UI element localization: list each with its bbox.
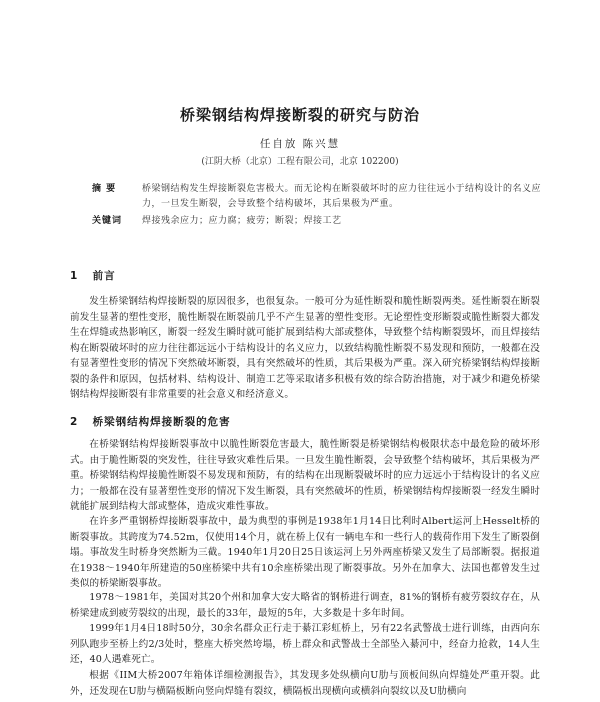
abstract-label: 摘 要	[92, 184, 117, 194]
paper-authors: 任自放 陈兴慧	[259, 138, 341, 150]
keywords-row	[92, 214, 548, 229]
section-1-number: 1	[70, 270, 79, 282]
abstract-block	[92, 182, 548, 229]
section-2-paragraph: 在桥梁钢结构焊接断裂事故中以脆性断裂危害最大，脆性断裂是桥梁钢结构极限状态中最危险的破坏形式。由于脆性断裂的突发性，往往导致灾难性后果。一旦发生脆性断裂，会导致整个结构破坏，其后果极为严重。桥梁钢结构焊接脆性断裂不易发现和预防，有的结构在出现断裂破坏时的应力远远小于结构设计的名义应力；一般都在没有显著塑性变形的情况下发生断裂，具有突然破坏的性质，桥梁钢结构焊接断裂一经发生瞬时就能扩展到结构大部或整体，造成灾难性事故。	[70, 439, 540, 512]
abstract-text: 桥梁钢结构发生焊接断裂危害极大。而无论构在断裂破坏时的应力往往远小于结构设计的名义应力，一旦发生断裂，会导致整个结构破坏，其后果极为严重。	[142, 184, 542, 209]
paper-title: 桥梁钢结构焊接断裂的研究与防治	[179, 106, 420, 124]
abstract-row	[92, 182, 548, 212]
section-2-number: 2	[70, 416, 79, 428]
section-1-title: 前言	[92, 270, 116, 282]
section-2-heading	[70, 414, 231, 429]
keywords-label: 关键词	[92, 216, 123, 226]
section-2-title: 桥梁钢结构焊接断裂的危害	[92, 416, 231, 428]
section-1-paragraph: 发生桥梁钢结构焊接断裂的原因很多，也很复杂。一般可分为延性断裂和脆性断裂两类。延性断裂在断裂前发生显著的塑性变形，脆性断裂在断裂前几乎不产生显著的塑性变形。无论塑性变形断裂或脆性断裂大都发生在焊缝或热影响区，断裂一经发生瞬时就可能扩展到结构大部或整体，导致整个结构断裂毁坏，而且焊接结构在断裂破坏时的应力往往都远远小于结构设计的名义应力，以致结构脆性断裂不易发现和预防，一般都在没有显著塑性变形的情况下突然破坏断裂，具有突然破坏的性质，其后果极为严重。深入研究桥梁钢结构焊接断裂的条件和原因，包括材料、结构设计、制造工艺等采取诸多积极有效的综合防治措施，对于减少和避免桥梁钢结构焊接断裂有非常重要的社会意义和经济意义。	[70, 296, 540, 400]
paper-affiliation: (江阴大桥（北京）工程有限公司，北京 102200)	[201, 157, 399, 167]
section-2-paragraph: 根据《IIM大桥2007年箱体详细检测报告》，其发现多处纵横向U肋与顶板间纵向焊缝处严重开裂。此外，还发现在U肋与横隔板断向竖向焊缝有裂纹，横隔板出现横向或横斜向裂纹以及U肋横向	[70, 670, 540, 697]
section-1-heading	[70, 268, 116, 283]
section-2-paragraph: 1999年1月4日18时50分，30余名群众正行走于綦江彩虹桥上，另有22名武警战士进行训练，由西向东列队跑步至桥上约2/3处时，整座大桥突然垮塌，桥上群众和武警战士全部坠入綦河中，经奋力抢救，14人生还，40人遇难死亡。	[70, 623, 540, 665]
section-2-paragraph: 在许多严重钢桥焊接断裂事故中，最为典型的事例是1938年1月14日比利时Albert运河上Hesselt桥的断裂事故。其跨度为74.52m，仅使用14个月，就在桥上仅有一辆电车和一些行人的载荷作用下发生了断裂倒塌。事故发生时桥身突然断为三截。1940年1月20日25日该运河上另外两座桥梁又发生了局部断裂。据报道在1938～1940年所建造的50座桥梁中共有10余座桥梁出现了断裂事故。另外在加拿大、法国也都曾发生过类似的桥梁断裂事故。	[70, 516, 540, 589]
keywords-text: 焊接残余应力；应力腐；疲劳；断裂；焊接工艺	[142, 216, 342, 226]
section-2-paragraph: 1978～1981年，美国对其20个州和加拿大安大略省的钢桥进行调查，81%的钢桥有疲劳裂纹存在，从桥梁建成到疲劳裂纹的出现，最长的33年，最短的5年，大多数是十多年时间。	[70, 592, 540, 619]
